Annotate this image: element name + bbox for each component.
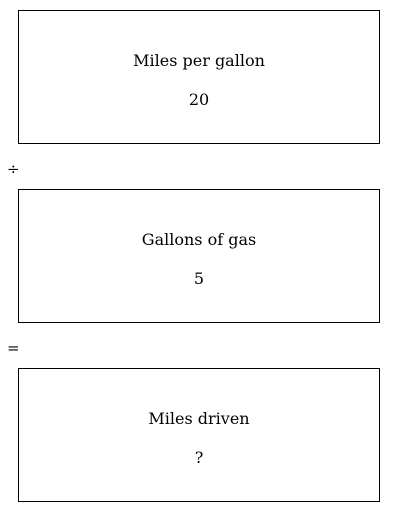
divide-operator: ÷	[7, 160, 20, 178]
miles-per-gallon-box	[18, 10, 380, 144]
miles-per-gallon-label: Miles per gallon	[133, 51, 265, 70]
miles-driven-label: Miles driven	[148, 409, 250, 428]
gallons-of-gas-value: 5	[193, 269, 205, 288]
miles-driven-value: ?	[194, 448, 204, 467]
miles-driven-box	[18, 368, 380, 502]
miles-per-gallon-value: 20	[188, 90, 210, 109]
gallons-of-gas-label: Gallons of gas	[141, 230, 257, 249]
gallons-of-gas-box	[18, 189, 380, 323]
equals-operator: =	[7, 339, 20, 357]
